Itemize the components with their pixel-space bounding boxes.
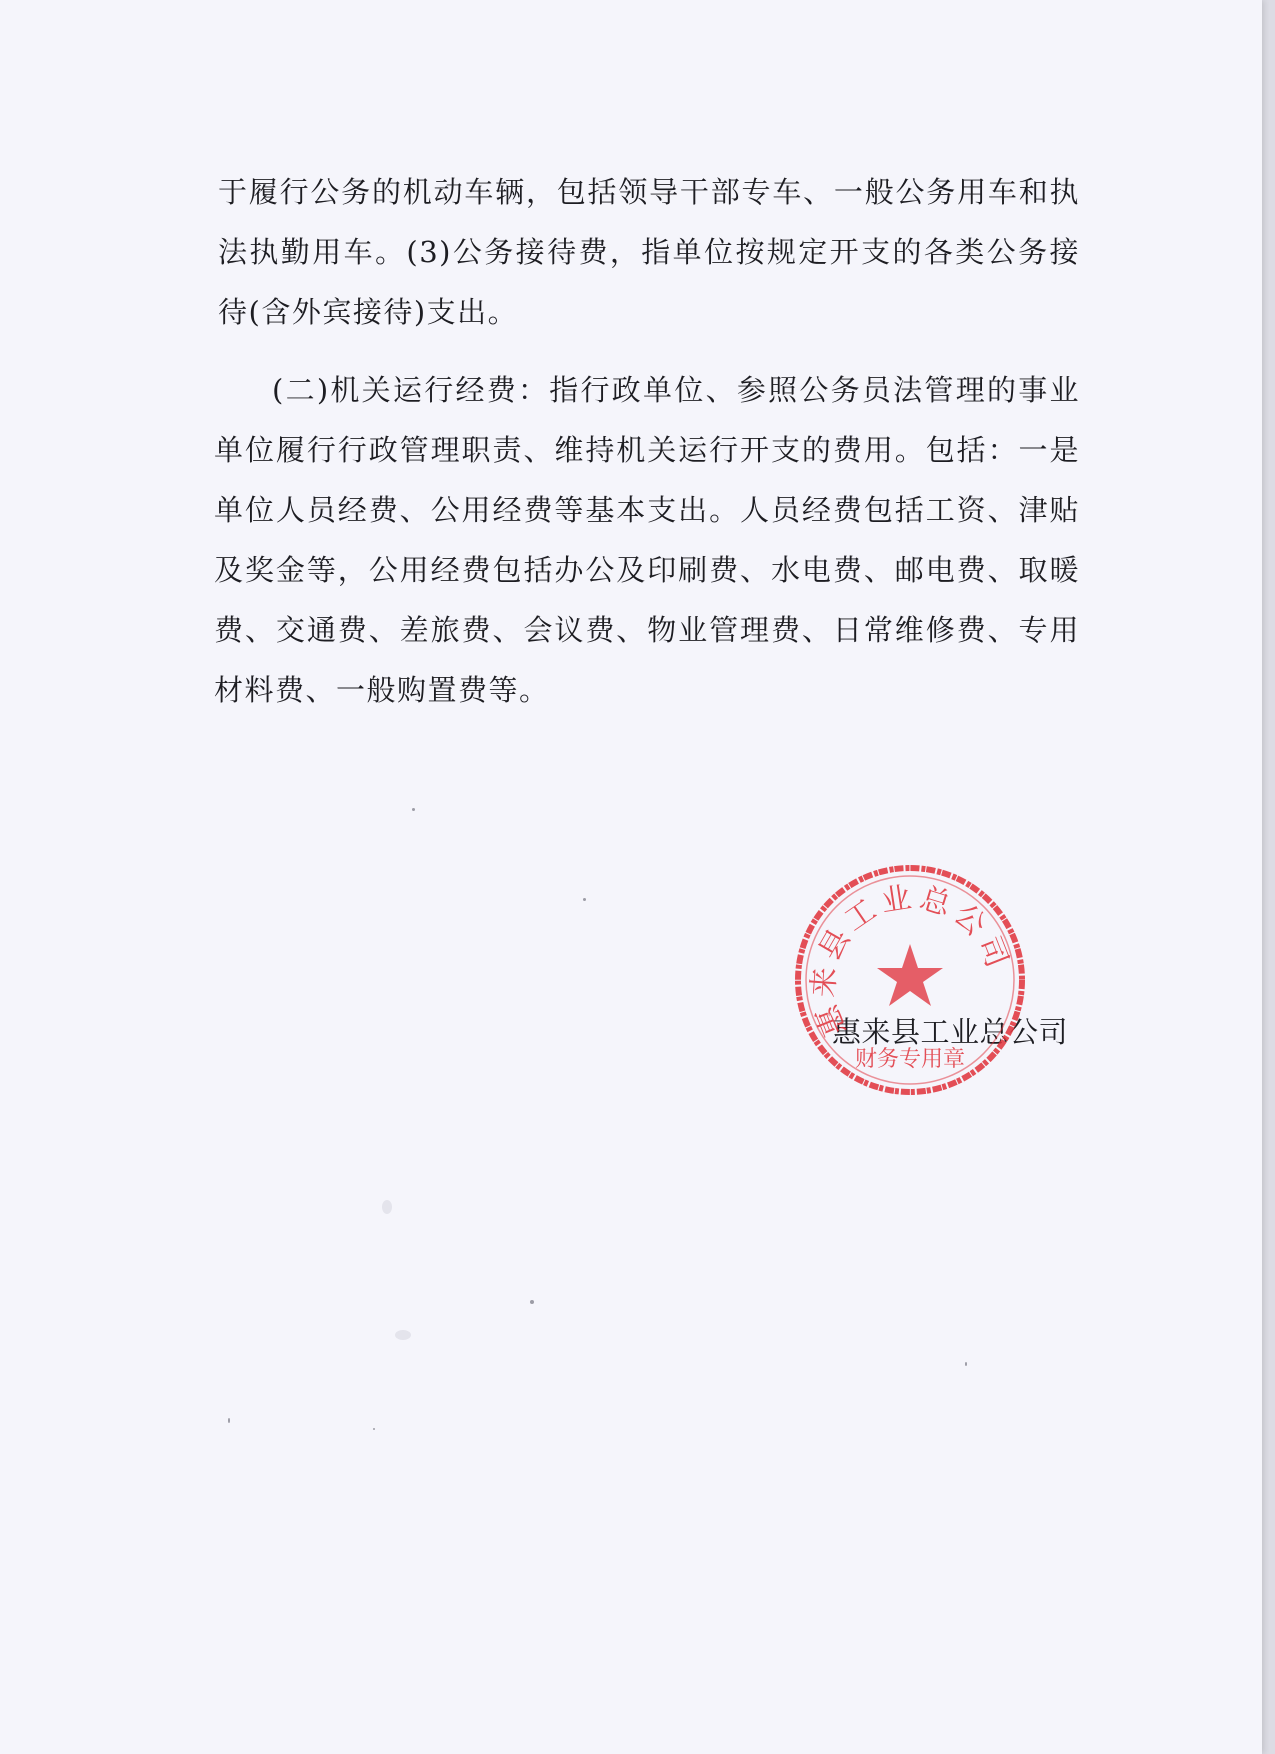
svg-text:惠来县工业总公司: 惠来县工业总公司 [806, 879, 1017, 1042]
paragraph-2: (二)机关运行经费：指行政单位、参照公务员法管理的事业单位履行行政管理职责、维持机关运行开支的费用。包括：一是单位人员经费、公用经费等基本支出。人员经费包括工资、津贴及奖金等，公用经费包括办公及印刷费、水电费、邮电费、取暖费、交通费、差旅费、会议费、物业管理费、日常维修费、专用材料费、一般购置费等。 [214, 373, 1080, 707]
official-seal-icon [790, 860, 1030, 1100]
svg-text:财务专用章: 财务专用章 [854, 1047, 966, 1072]
scan-speck [412, 808, 415, 811]
scan-speck [373, 1428, 375, 1430]
scan-speck [583, 898, 586, 901]
scan-speck [382, 1200, 392, 1214]
scan-speck [395, 1330, 411, 1340]
scan-speck [965, 1362, 967, 1366]
paragraph-1: 于履行公务的机动车辆，包括领导干部专车、一般公务用车和执法执勤用车。(3)公务接待费，指单位按规定开支的各类公务接待(含外宾接待)支出。 [218, 175, 1080, 329]
signature-organization: 惠来县工业总公司 [832, 1015, 1069, 1049]
scan-speck [228, 1418, 230, 1423]
scan-speck [530, 1300, 534, 1304]
